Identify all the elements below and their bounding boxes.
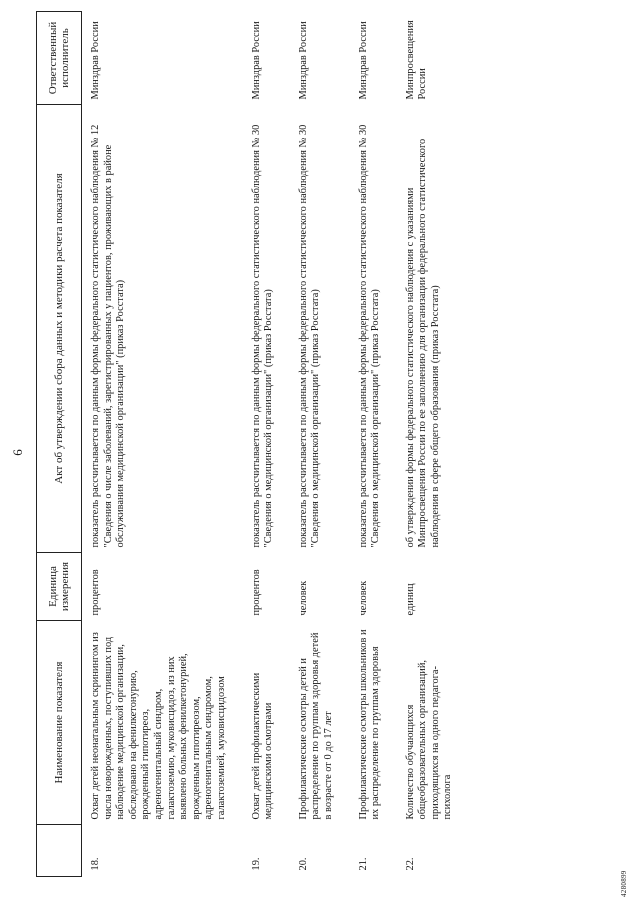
responsible: Минздрав России	[250, 21, 262, 100]
table-row	[284, 12, 344, 877]
act-description: показатель рассчитывается по данным формы федерального статистического наблюдения № 30 "Сведения о медицинской организации" (приказ Росстата)	[250, 124, 275, 548]
table-row	[344, 12, 391, 877]
unit: человек	[357, 580, 369, 616]
responsible: Минпросвещения России	[404, 20, 429, 100]
header-unit: Единица измерения	[37, 553, 82, 621]
table-row	[391, 12, 463, 877]
responsible: Минздрав России	[297, 21, 309, 100]
row-number: 21.	[357, 857, 369, 871]
indicator-name: Профилактические осмотры детей и распределение по группам здоровья детей в возрасте от 0 до 17 лет	[297, 632, 334, 820]
header-indicator-name: Наименование показателя	[37, 621, 82, 825]
indicators-table	[36, 11, 463, 877]
table-row	[237, 12, 284, 877]
table-row	[82, 12, 237, 877]
unit: единиц	[404, 583, 416, 616]
row-number: 18.	[90, 857, 101, 871]
responsible: Минздрав России	[90, 21, 101, 100]
unit: человек	[297, 580, 309, 616]
header-responsible: Ответственный исполнитель	[37, 12, 82, 105]
row-number: 20.	[297, 857, 309, 871]
act-description: об утверждении формы федерального статистического наблюдения с указаниями Минпросвещения России по ее заполнению для организации федерального статистического наблюдения в сфере общего образования (приказ Росстата)	[404, 138, 441, 548]
unit: процентов	[90, 569, 101, 616]
table-header-row	[37, 12, 82, 877]
unit: процентов	[250, 569, 262, 616]
header-number	[37, 825, 82, 877]
act-description: показатель рассчитывается по данным формы федерального статистического наблюдения № 12 "Сведения о числе заболеваний, зарегистрированных у пациентов, проживающих в районе обслуживания медицинской организации" (приказ Росстата)	[90, 124, 127, 548]
indicator-name: Охват детей неонатальным скринингом из числа новорожденных, поступивших под наблюдение медицинской организации, обследовано на фенилкетонурию, врожденный гипотиреоз, адреногенитальный синдром, галактоземию, муковисцидоз, из них выявлено больных фенилкетонурией, врожденным гипотиреозом, адреногенитальным синдромом, галактоземией, муковисцидозом	[90, 632, 227, 820]
indicator-name: Количество обучающихся общеобразовательных организаций, приходящихся на одного педагога-психолога	[404, 659, 454, 820]
row-number: 19.	[250, 857, 262, 871]
act-description: показатель рассчитывается по данным формы федерального статистического наблюдения № 30 "Сведения о медицинской организации" (приказ Росстата)	[357, 124, 382, 548]
document-code: 4280899	[620, 870, 628, 897]
header-act: Акт об утверждении сбора данных и методики расчета показателя	[37, 105, 82, 553]
indicator-name: Профилактические осмотры школьников и их распределение по группам здоровья	[357, 629, 382, 820]
page-number: 6	[10, 449, 25, 456]
act-description: показатель рассчитывается по данным формы федерального статистического наблюдения № 30 "Сведения о медицинской организации" (приказ Росстата)	[297, 124, 322, 548]
responsible: Минздрав России	[357, 21, 369, 100]
row-number: 22.	[404, 857, 416, 871]
indicator-name: Охват детей профилактическими медицинскими осмотрами	[250, 672, 275, 820]
